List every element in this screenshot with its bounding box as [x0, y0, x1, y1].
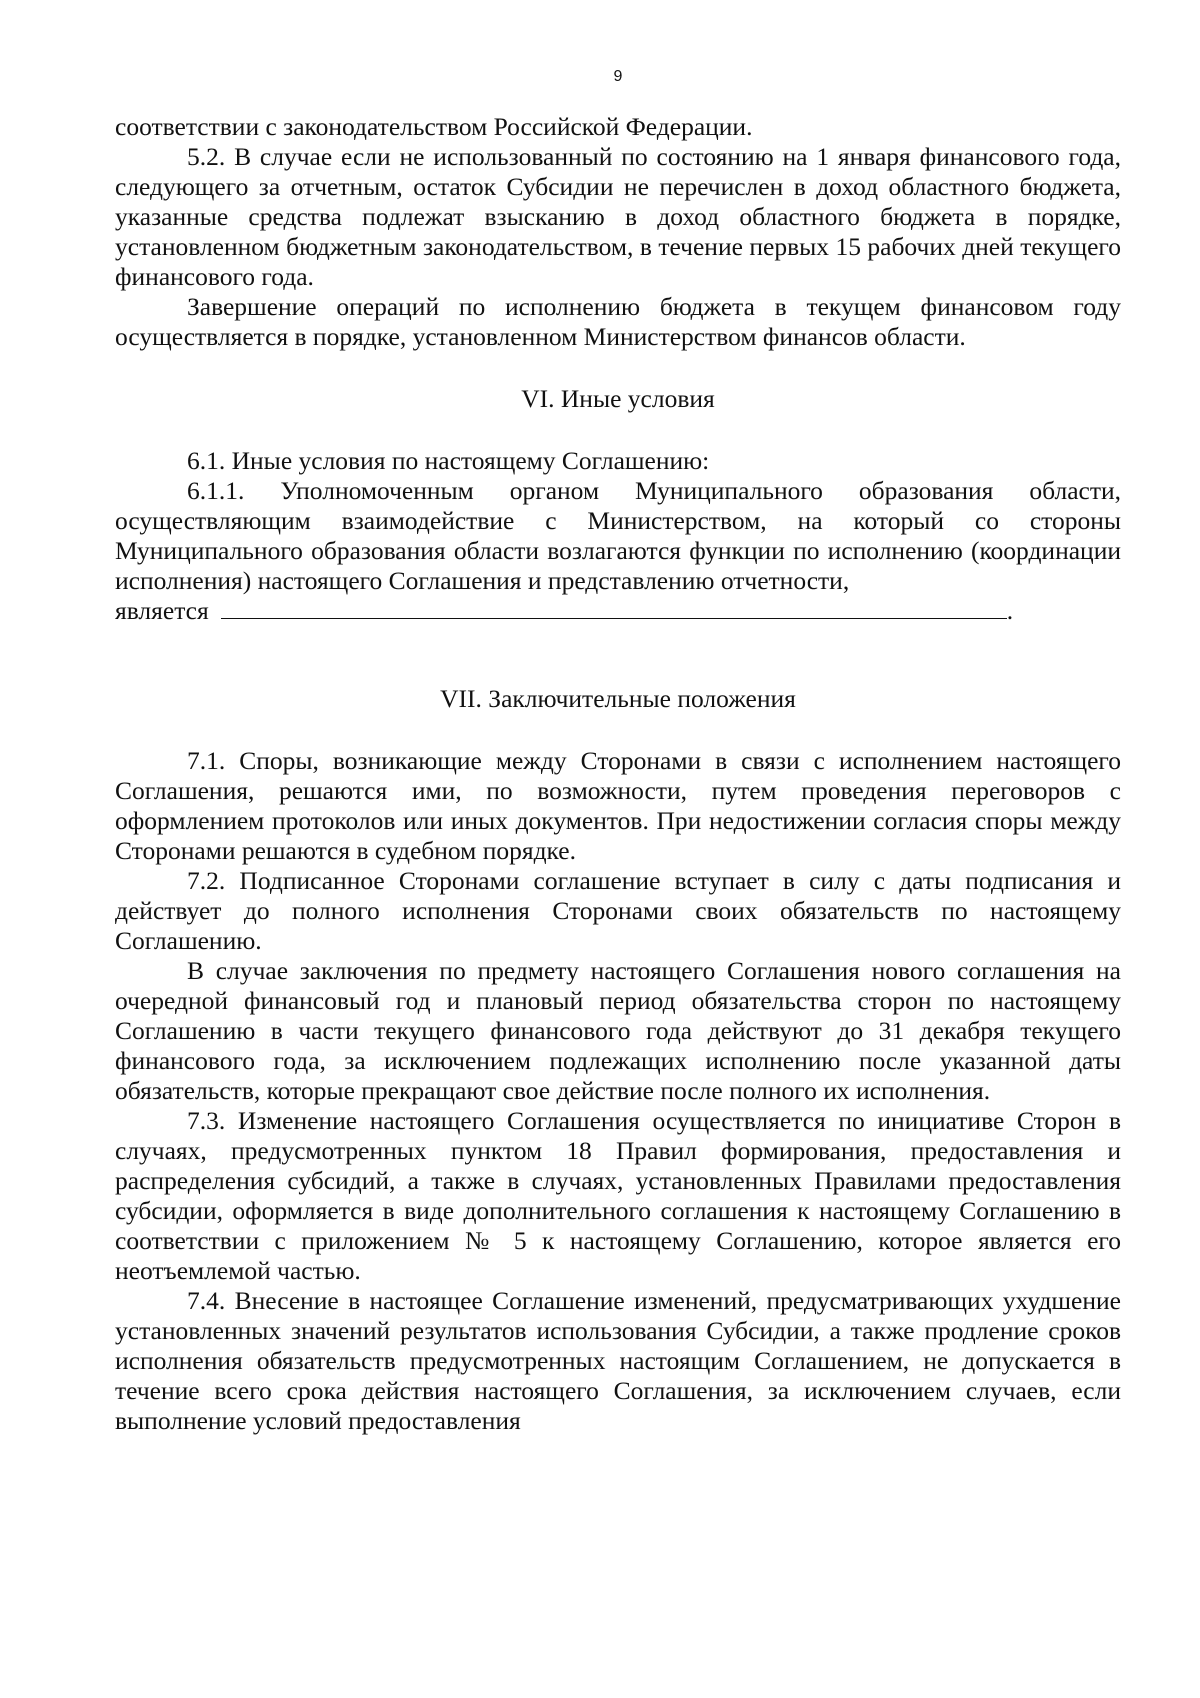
- section-heading: VI. Иные условия: [521, 384, 715, 413]
- paragraph: 7.4. Внесение в настоящее Соглашение изменений, предусматривающих ухудшение установленных значений результатов использования Субсидии, а также продление сроков исполнения обязательств предусмотренных настоящим Соглашением, не допускается в течение всего срока действия настоящего Соглашения, за исключением случаев, если выполнение условий предоставления: [115, 1286, 1121, 1435]
- paragraph: 7.1. Споры, возникающие между Сторонами в связи с исполнением настоящего Соглашения, решаются ими, по возможности, путем проведения переговоров с оформлением протоколов или иных документов. При недостижении согласия споры между Сторонами решаются в судебном порядке.: [115, 746, 1121, 865]
- blank-field-line: [115, 596, 1121, 626]
- page-number: 9: [613, 68, 623, 85]
- blank-field-label: является: [115, 596, 209, 625]
- paragraph: соответствии с законодательством Российской Федерации.: [115, 112, 753, 141]
- paragraph: В случае заключения по предмету настоящего Соглашения нового соглашения на очередной финансовый год и плановый период обязательства сторон по настоящему Соглашению в части текущего финансового года действуют до 31 декабря текущего финансового года, за исключением подлежащих исполнению после указанной даты обязательств, которые прекращают свое действие после полного их исполнения.: [115, 956, 1121, 1105]
- blank-field-end: .: [1006, 596, 1014, 625]
- document-body: [115, 112, 1121, 1436]
- paragraph: Завершение операций по исполнению бюджета в текущем финансовом году осуществляется в порядке, установленном Министерством финансов области.: [115, 292, 1121, 351]
- section-heading: VII. Заключительные положения: [440, 684, 796, 713]
- paragraph: 5.2. В случае если не использованный по состоянию на 1 января финансового года, следующего за отчетным, остаток Субсидии не перечислен в доход областного бюджета, указанные средства подлежат взысканию в доход областного бюджета в порядке, установленном бюджетным законодательством, в течение первых 15 рабочих дней текущего финансового года.: [115, 142, 1121, 291]
- paragraph: 7.2. Подписанное Сторонами соглашение вступает в силу с даты подписания и действует до полного исполнения Сторонами своих обязательств по настоящему Соглашению.: [115, 866, 1121, 955]
- paragraph: 7.3. Изменение настоящего Соглашения осуществляется по инициативе Сторон в случаях, предусмотренных пунктом 18 Правил формирования, предоставления и распределения субсидий, а также в случаях, установленных Правилами предоставления субсидии, оформляется в виде дополнительного соглашения к настоящему Соглашению в соответствии с приложением № 5 к настоящему Соглашению, которое является его неотъемлемой частью.: [115, 1106, 1121, 1285]
- paragraph: 6.1.1. Уполномоченным органом Муниципального образования области, осуществляющим взаимодействие с Министерством, на который со стороны Муниципального образования области возлагаются функции по исполнению (координации исполнения) настоящего Соглашения и представлению отчетности,: [115, 476, 1121, 595]
- paragraph: 6.1. Иные условия по настоящему Соглашению:: [187, 446, 710, 475]
- blank-field[interactable]: [221, 596, 1007, 619]
